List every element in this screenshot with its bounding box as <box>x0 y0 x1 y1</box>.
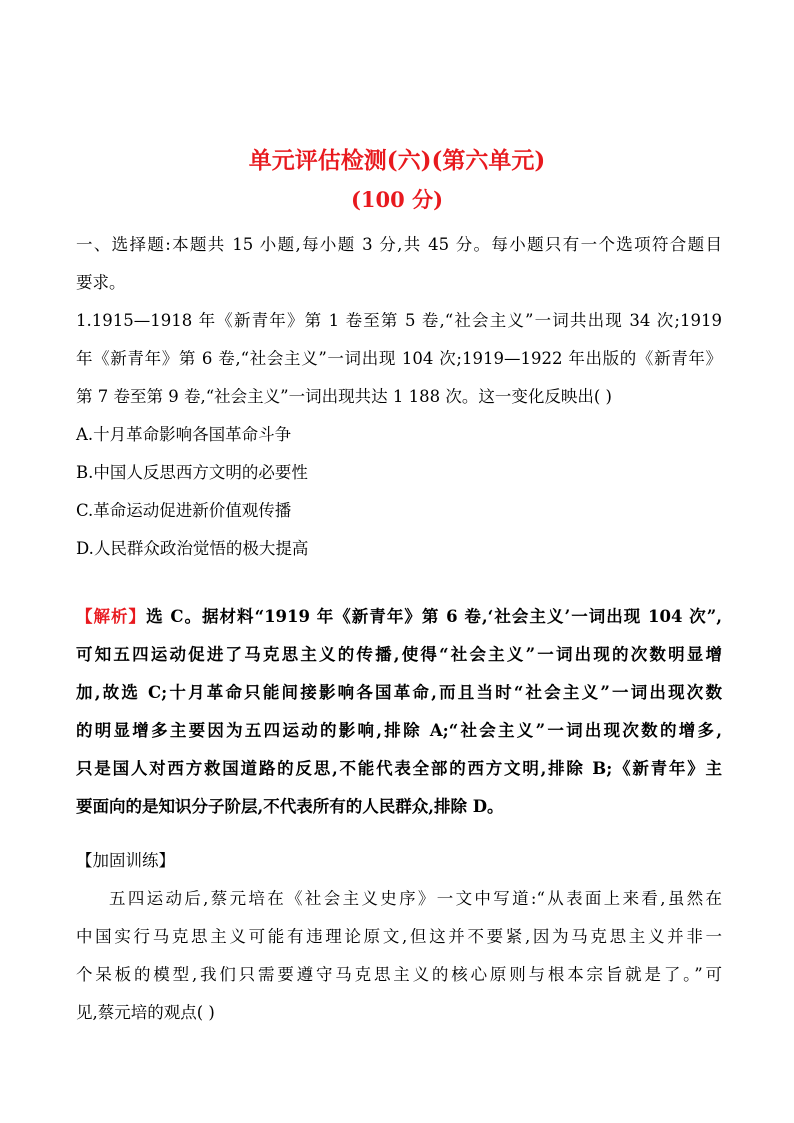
analysis-label: 【解析】 <box>76 607 147 626</box>
analysis-line <box>76 598 722 636</box>
option-b: B.中国人反思西方文明的必要性 <box>76 463 308 482</box>
analysis-line: 加,故选 C;十月革命只能间接影响各国革命,而且当时“社会主义”一词出现次数 <box>76 683 722 702</box>
total-score: (100 分) <box>350 187 444 212</box>
analysis-text: 选 C。据材料“1919 年《新青年》第 6 卷,‘社会主义’一词出现 104 次”, <box>146 607 723 626</box>
practice-line: 中国实行马克思主义可能有违理论原文,但这并不要紧,因为马克思主义并非一 <box>76 927 722 946</box>
analysis-line: 的明显增多主要因为五四运动的影响,排除 A;“社会主义”一词出现次数的增多, <box>76 721 722 740</box>
option-c: C.革命运动促进新价值观传播 <box>76 501 292 520</box>
practice-line: 个呆板的模型,我们只需要遵守马克思主义的核心原则与根本宗旨就是了。”可 <box>76 965 722 984</box>
practice-label: 【加固训练】 <box>76 851 175 870</box>
analysis-section <box>76 598 722 826</box>
analysis-line: 只是国人对西方救国道路的反思,不能代表全部的西方文明,排除 B;《新青年》主 <box>76 759 722 778</box>
instructions-line: 要求。 <box>76 273 126 292</box>
analysis-line: 要面向的是知识分子阶层,不代表所有的人民群众,排除 D。 <box>76 797 504 816</box>
practice-section <box>76 842 722 1032</box>
question-1 <box>76 302 722 568</box>
practice-line: 见,蔡元培的观点( ) <box>76 1003 215 1022</box>
section-instructions <box>76 226 722 302</box>
question-stem-line: 1.1915—1918 年《新青年》第 1 卷至第 5 卷,“社会主义”一词共出现 34 次;1919 <box>76 311 722 330</box>
instructions-line: 一、选择题:本题共 15 小题,每小题 3 分,共 45 分。每小题只有一个选项符合题目 <box>76 235 722 254</box>
page-title: 单元评估检测(六)(第六单元) <box>248 147 546 174</box>
question-stem-line: 第 7 卷至第 9 卷,“社会主义”一词出现共达 1 188 次。这一变化反映出( ) <box>76 387 612 406</box>
analysis-line: 可知五四运动促进了马克思主义的传播,使得“社会主义”一词出现的次数明显增 <box>76 645 722 664</box>
option-a: A.十月革命影响各国革命斗争 <box>76 425 292 444</box>
practice-line: 五四运动后,蔡元培在《社会主义史序》一文中写道:“从表面上来看,虽然在 <box>109 889 722 908</box>
question-stem-line: 年《新青年》第 6 卷,“社会主义”一词出现 104 次;1919—1922 年出版的《新青年》 <box>76 349 722 368</box>
option-d: D.人民群众政治觉悟的极大提高 <box>76 539 309 558</box>
